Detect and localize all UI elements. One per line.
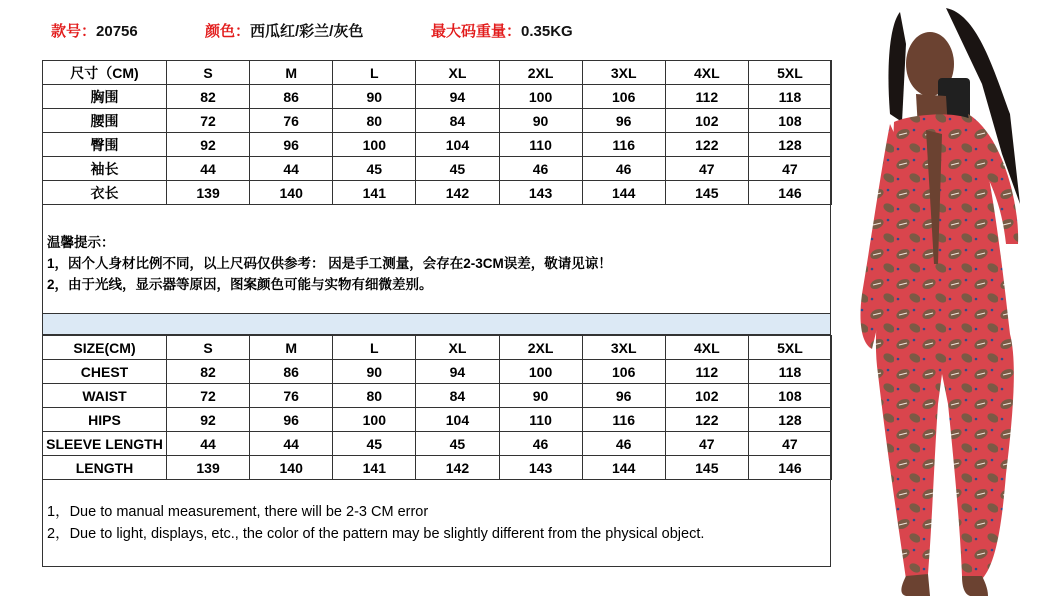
en-cell: 146 [748, 456, 831, 480]
en-cell: 118 [748, 360, 831, 384]
en-cell: 140 [250, 456, 333, 480]
cn-cell: 146 [748, 181, 831, 205]
size-table-english [42, 335, 832, 480]
en-cell: 47 [665, 432, 748, 456]
en-size-header: L [333, 336, 416, 360]
cn-cell: 110 [499, 133, 582, 157]
cn-cell: 96 [582, 109, 665, 133]
en-row [43, 360, 832, 384]
en-size-header: XL [416, 336, 499, 360]
cn-cell: 45 [333, 157, 416, 181]
cn-cell: 100 [333, 133, 416, 157]
en-cell: 122 [665, 408, 748, 432]
cn-row-label: 衣长 [43, 181, 167, 205]
en-cell: 116 [582, 408, 665, 432]
en-cell: 76 [250, 384, 333, 408]
en-cell: 141 [333, 456, 416, 480]
tips-english [47, 501, 704, 545]
cn-row [43, 157, 832, 181]
en-cell: 45 [333, 432, 416, 456]
weight-label: 最大码重量： [431, 23, 522, 40]
en-cell: 47 [748, 432, 831, 456]
en-cell: 44 [167, 432, 250, 456]
en-size-header: 2XL [499, 336, 582, 360]
cn-size-header: M [250, 61, 333, 85]
cn-size-header: L [333, 61, 416, 85]
cn-cell: 90 [333, 85, 416, 109]
cn-size-header: S [167, 61, 250, 85]
cn-row [43, 109, 832, 133]
weight-info [431, 20, 573, 41]
cn-cell: 112 [665, 85, 748, 109]
cn-cell: 82 [167, 85, 250, 109]
en-cell: 144 [582, 456, 665, 480]
cn-row [43, 85, 832, 109]
style-number-label: 款号： [51, 23, 97, 40]
en-cell: 143 [499, 456, 582, 480]
cn-cell: 106 [582, 85, 665, 109]
en-cell: 45 [416, 432, 499, 456]
section-divider-band [43, 313, 830, 335]
en-cell: 96 [582, 384, 665, 408]
style-number-value: 20756 [96, 23, 138, 40]
cn-cell: 94 [416, 85, 499, 109]
tips-title: 温馨提示： [47, 235, 115, 250]
en-size-header: M [250, 336, 333, 360]
en-cell: 110 [499, 408, 582, 432]
size-chart-sheet [42, 60, 831, 567]
cn-row [43, 133, 832, 157]
cn-size-header: 2XL [499, 61, 582, 85]
cn-cell: 96 [250, 133, 333, 157]
cn-cell: 141 [333, 181, 416, 205]
cn-header-row [43, 61, 832, 85]
product-info-bar [51, 20, 671, 40]
right-foot [962, 576, 988, 596]
en-cell: 94 [416, 360, 499, 384]
en-cell: 72 [167, 384, 250, 408]
cn-row-label: 胸围 [43, 85, 167, 109]
note-line-2: 2，Due to light, displays, etc., the color of the pattern may be slightly different from the physical object. [47, 526, 705, 542]
color-value: 西瓜红/彩兰/灰色 [250, 23, 364, 40]
size-table-chinese [42, 60, 832, 205]
en-cell: 104 [416, 408, 499, 432]
en-cell: 80 [333, 384, 416, 408]
cn-cell: 80 [333, 109, 416, 133]
weight-value: 0.35KG [521, 23, 573, 40]
cn-cell: 143 [499, 181, 582, 205]
cn-cell: 100 [499, 85, 582, 109]
cn-cell: 142 [416, 181, 499, 205]
en-cell: 84 [416, 384, 499, 408]
color-info [205, 20, 363, 41]
en-row [43, 456, 832, 480]
cn-cell: 44 [250, 157, 333, 181]
cn-cell: 47 [748, 157, 831, 181]
tips-chinese [47, 232, 612, 295]
cn-cell: 108 [748, 109, 831, 133]
cn-row-label: 袖长 [43, 157, 167, 181]
cn-corner-header: 尺寸（CM) [43, 61, 167, 85]
cn-size-header: 4XL [665, 61, 748, 85]
model-photo [842, 4, 1042, 596]
en-cell: 96 [250, 408, 333, 432]
en-cell: 139 [167, 456, 250, 480]
en-cell: 46 [499, 432, 582, 456]
en-row-label: WAIST [43, 384, 167, 408]
en-cell: 112 [665, 360, 748, 384]
cn-cell: 90 [499, 109, 582, 133]
en-cell: 44 [250, 432, 333, 456]
en-cell: 46 [582, 432, 665, 456]
en-corner-header: SIZE(CM) [43, 336, 167, 360]
en-cell: 92 [167, 408, 250, 432]
en-cell: 108 [748, 384, 831, 408]
en-header-row [43, 336, 832, 360]
en-size-header: S [167, 336, 250, 360]
cn-cell: 47 [665, 157, 748, 181]
cn-row-label: 腰围 [43, 109, 167, 133]
en-row-label: LENGTH [43, 456, 167, 480]
en-cell: 142 [416, 456, 499, 480]
cn-size-header: XL [416, 61, 499, 85]
cn-cell: 140 [250, 181, 333, 205]
cn-cell: 116 [582, 133, 665, 157]
en-row [43, 432, 832, 456]
cn-cell: 86 [250, 85, 333, 109]
style-number [51, 20, 138, 41]
en-cell: 128 [748, 408, 831, 432]
cn-cell: 76 [250, 109, 333, 133]
en-cell: 82 [167, 360, 250, 384]
en-row [43, 384, 832, 408]
en-cell: 90 [499, 384, 582, 408]
cn-cell: 46 [499, 157, 582, 181]
cn-size-header: 3XL [582, 61, 665, 85]
cn-cell: 44 [167, 157, 250, 181]
en-size-header: 4XL [665, 336, 748, 360]
en-row-label: HIPS [43, 408, 167, 432]
cn-row-label: 臀围 [43, 133, 167, 157]
cn-cell: 84 [416, 109, 499, 133]
cn-cell: 118 [748, 85, 831, 109]
en-cell: 106 [582, 360, 665, 384]
cn-cell: 92 [167, 133, 250, 157]
cn-size-header: 5XL [748, 61, 831, 85]
cn-cell: 72 [167, 109, 250, 133]
cn-cell: 102 [665, 109, 748, 133]
cn-cell: 139 [167, 181, 250, 205]
cn-cell: 122 [665, 133, 748, 157]
cn-cell: 144 [582, 181, 665, 205]
en-cell: 145 [665, 456, 748, 480]
en-cell: 100 [499, 360, 582, 384]
en-cell: 86 [250, 360, 333, 384]
hair-left [888, 12, 906, 122]
tips-line-2: 2，由于光线，显示器等原因，图案颜色可能与实物有细微差别。 [47, 277, 433, 292]
cn-cell: 45 [416, 157, 499, 181]
left-foot [901, 574, 930, 596]
color-label: 颜色： [205, 23, 251, 40]
tips-line-1: 1，因个人身材比例不同，以上尺码仅供参考： 因是手工测量，会存在2-3CM误差，敬请见谅！ [47, 256, 612, 271]
cn-row [43, 181, 832, 205]
cn-cell: 104 [416, 133, 499, 157]
cn-cell: 145 [665, 181, 748, 205]
en-row [43, 408, 832, 432]
cn-cell: 128 [748, 133, 831, 157]
en-row-label: SLEEVE LENGTH [43, 432, 167, 456]
en-cell: 100 [333, 408, 416, 432]
en-row-label: CHEST [43, 360, 167, 384]
note-line-1: 1，Due to manual measurement, there will be 2-3 CM error [47, 504, 429, 520]
en-size-header: 5XL [748, 336, 831, 360]
en-cell: 102 [665, 384, 748, 408]
cn-cell: 46 [582, 157, 665, 181]
en-size-header: 3XL [582, 336, 665, 360]
en-cell: 90 [333, 360, 416, 384]
